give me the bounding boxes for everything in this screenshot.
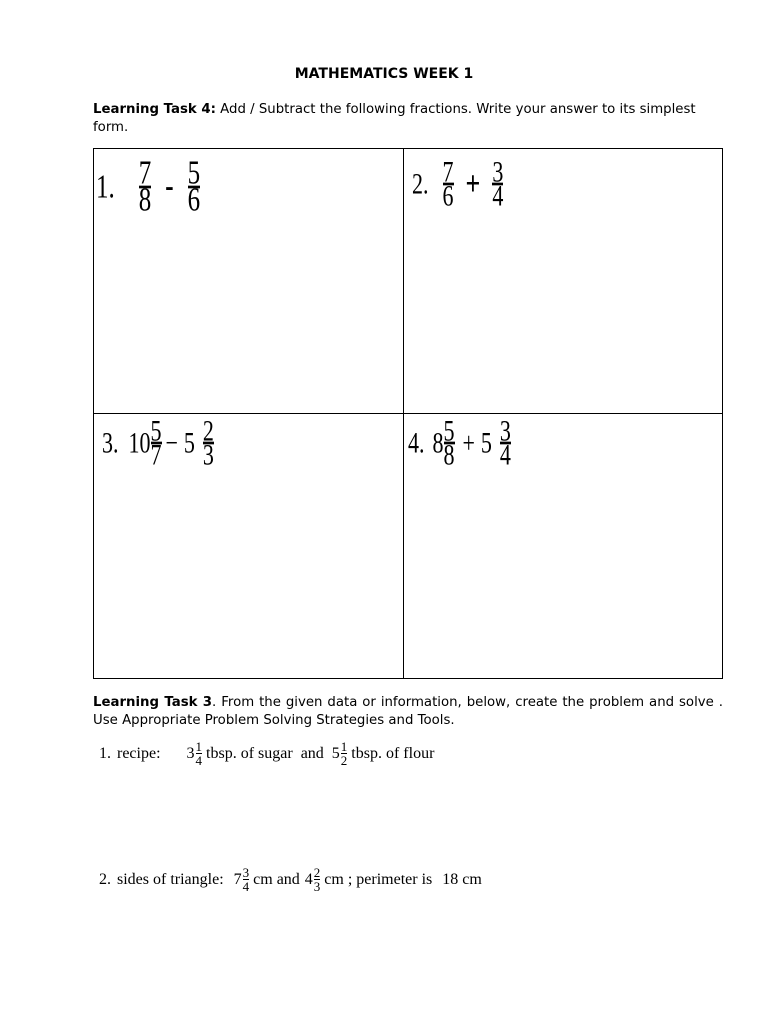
recipe-label: recipe:: [117, 744, 161, 762]
problem-2-b-denominator: 4: [492, 178, 504, 213]
problem-cell-3: [94, 414, 404, 678]
problem-4-operator: +: [462, 425, 475, 460]
problem-cell-2: [404, 149, 722, 414]
recipe-b-numerator: 1: [340, 739, 348, 754]
recipe-item: [99, 740, 434, 767]
problem-2-fraction-b: [492, 154, 504, 213]
problem-cell-4: [404, 414, 722, 678]
problem-3-expression: [102, 413, 214, 472]
problem-3-fraction-a: [150, 413, 162, 472]
triangle-tail: 18 cm: [442, 870, 482, 888]
problem-1-operator: -: [165, 168, 174, 205]
problem-3-a-numerator: 5: [150, 413, 162, 448]
triangle-a-whole: 7: [233, 870, 242, 888]
page-title: MATHEMATICS WEEK 1: [294, 66, 474, 82]
problem-4-a-denominator: 8: [443, 437, 455, 472]
triangle-item: [99, 866, 482, 893]
recipe-a-numerator: 1: [195, 739, 203, 754]
problem-3-b-numerator: 2: [202, 413, 214, 448]
recipe-number: 1.: [99, 744, 111, 762]
problem-4-number: 4.: [408, 425, 425, 460]
triangle-number: 2.: [99, 870, 111, 888]
task3-label: Learning Task 3: [93, 695, 213, 710]
triangle-b-fraction: [314, 866, 321, 893]
recipe-join: and: [300, 744, 324, 762]
triangle-b-denominator: 3: [313, 879, 321, 894]
problem-2-b-numerator: 3: [492, 154, 504, 189]
problem-3-b-denominator: 3: [202, 437, 214, 472]
task4-instructions: [93, 101, 723, 137]
problem-1-fraction-b: [187, 155, 201, 219]
triangle-b-numerator: 2: [313, 865, 321, 880]
problem-2-a-numerator: 7: [442, 154, 454, 189]
problem-4-b-denominator: 4: [499, 437, 511, 472]
problem-1-b-denominator: 6: [187, 182, 201, 219]
problem-3-a-denominator: 7: [150, 437, 162, 472]
recipe-b-whole: 5: [331, 744, 340, 762]
task4-text: Add / Subtract the following fractions. Write your answer to its simplest form.: [93, 102, 696, 135]
problem-2-operator: +: [465, 163, 481, 203]
triangle-a-text: cm and: [253, 870, 300, 888]
problem-grid: [93, 148, 723, 679]
problem-4-a-whole: 8: [432, 425, 444, 460]
problem-4-b-whole: 5: [480, 425, 492, 460]
problem-1-expression: [96, 155, 201, 219]
problem-3-fraction-b: [202, 413, 214, 472]
recipe-b-denominator: 2: [340, 753, 348, 768]
task3-instructions: [93, 694, 723, 730]
problem-cell-1: [94, 149, 404, 414]
problem-4-a-numerator: 5: [443, 413, 455, 448]
recipe-b-text: tbsp. of flour: [351, 744, 435, 762]
problem-3-operator: −: [165, 425, 178, 460]
problem-4-b-numerator: 3: [499, 413, 511, 448]
problem-2-a-denominator: 6: [442, 178, 454, 213]
problem-3-number: 3.: [102, 425, 119, 460]
problem-4-fraction-b: [499, 413, 511, 472]
problem-1-number: 1.: [96, 168, 115, 206]
problem-1-b-numerator: 5: [187, 155, 201, 192]
triangle-a-fraction: [243, 866, 250, 893]
problem-2-expression: [412, 154, 504, 213]
problem-4-fraction-a: [443, 413, 455, 472]
triangle-b-text: cm ; perimeter is: [324, 870, 433, 888]
problem-3-b-whole: 5: [183, 425, 195, 460]
recipe-a-denominator: 4: [195, 753, 203, 768]
problem-1-fraction-a: [138, 155, 152, 219]
problem-2-fraction-a: [442, 154, 454, 213]
recipe-a-text: tbsp. of sugar: [206, 744, 293, 762]
task3-text: . From the given data or information, below, create the problem and solve . Use Appropriate Problem Solving Strategies and Tools.: [93, 695, 723, 728]
recipe-a-fraction: [196, 740, 203, 767]
recipe-a-whole: 3: [186, 744, 195, 762]
triangle-a-denominator: 4: [242, 879, 250, 894]
problem-2-number: 2.: [412, 166, 429, 201]
problem-1-a-numerator: 7: [138, 155, 152, 192]
problem-1-a-denominator: 8: [138, 182, 152, 219]
problem-3-a-whole: 10: [128, 425, 151, 460]
triangle-label: sides of triangle:: [117, 870, 224, 888]
triangle-a-numerator: 3: [242, 865, 250, 880]
problem-4-expression: [408, 413, 511, 472]
triangle-b-whole: 4: [304, 870, 313, 888]
recipe-b-fraction: [341, 740, 348, 767]
task4-label: Learning Task 4:: [93, 102, 216, 117]
